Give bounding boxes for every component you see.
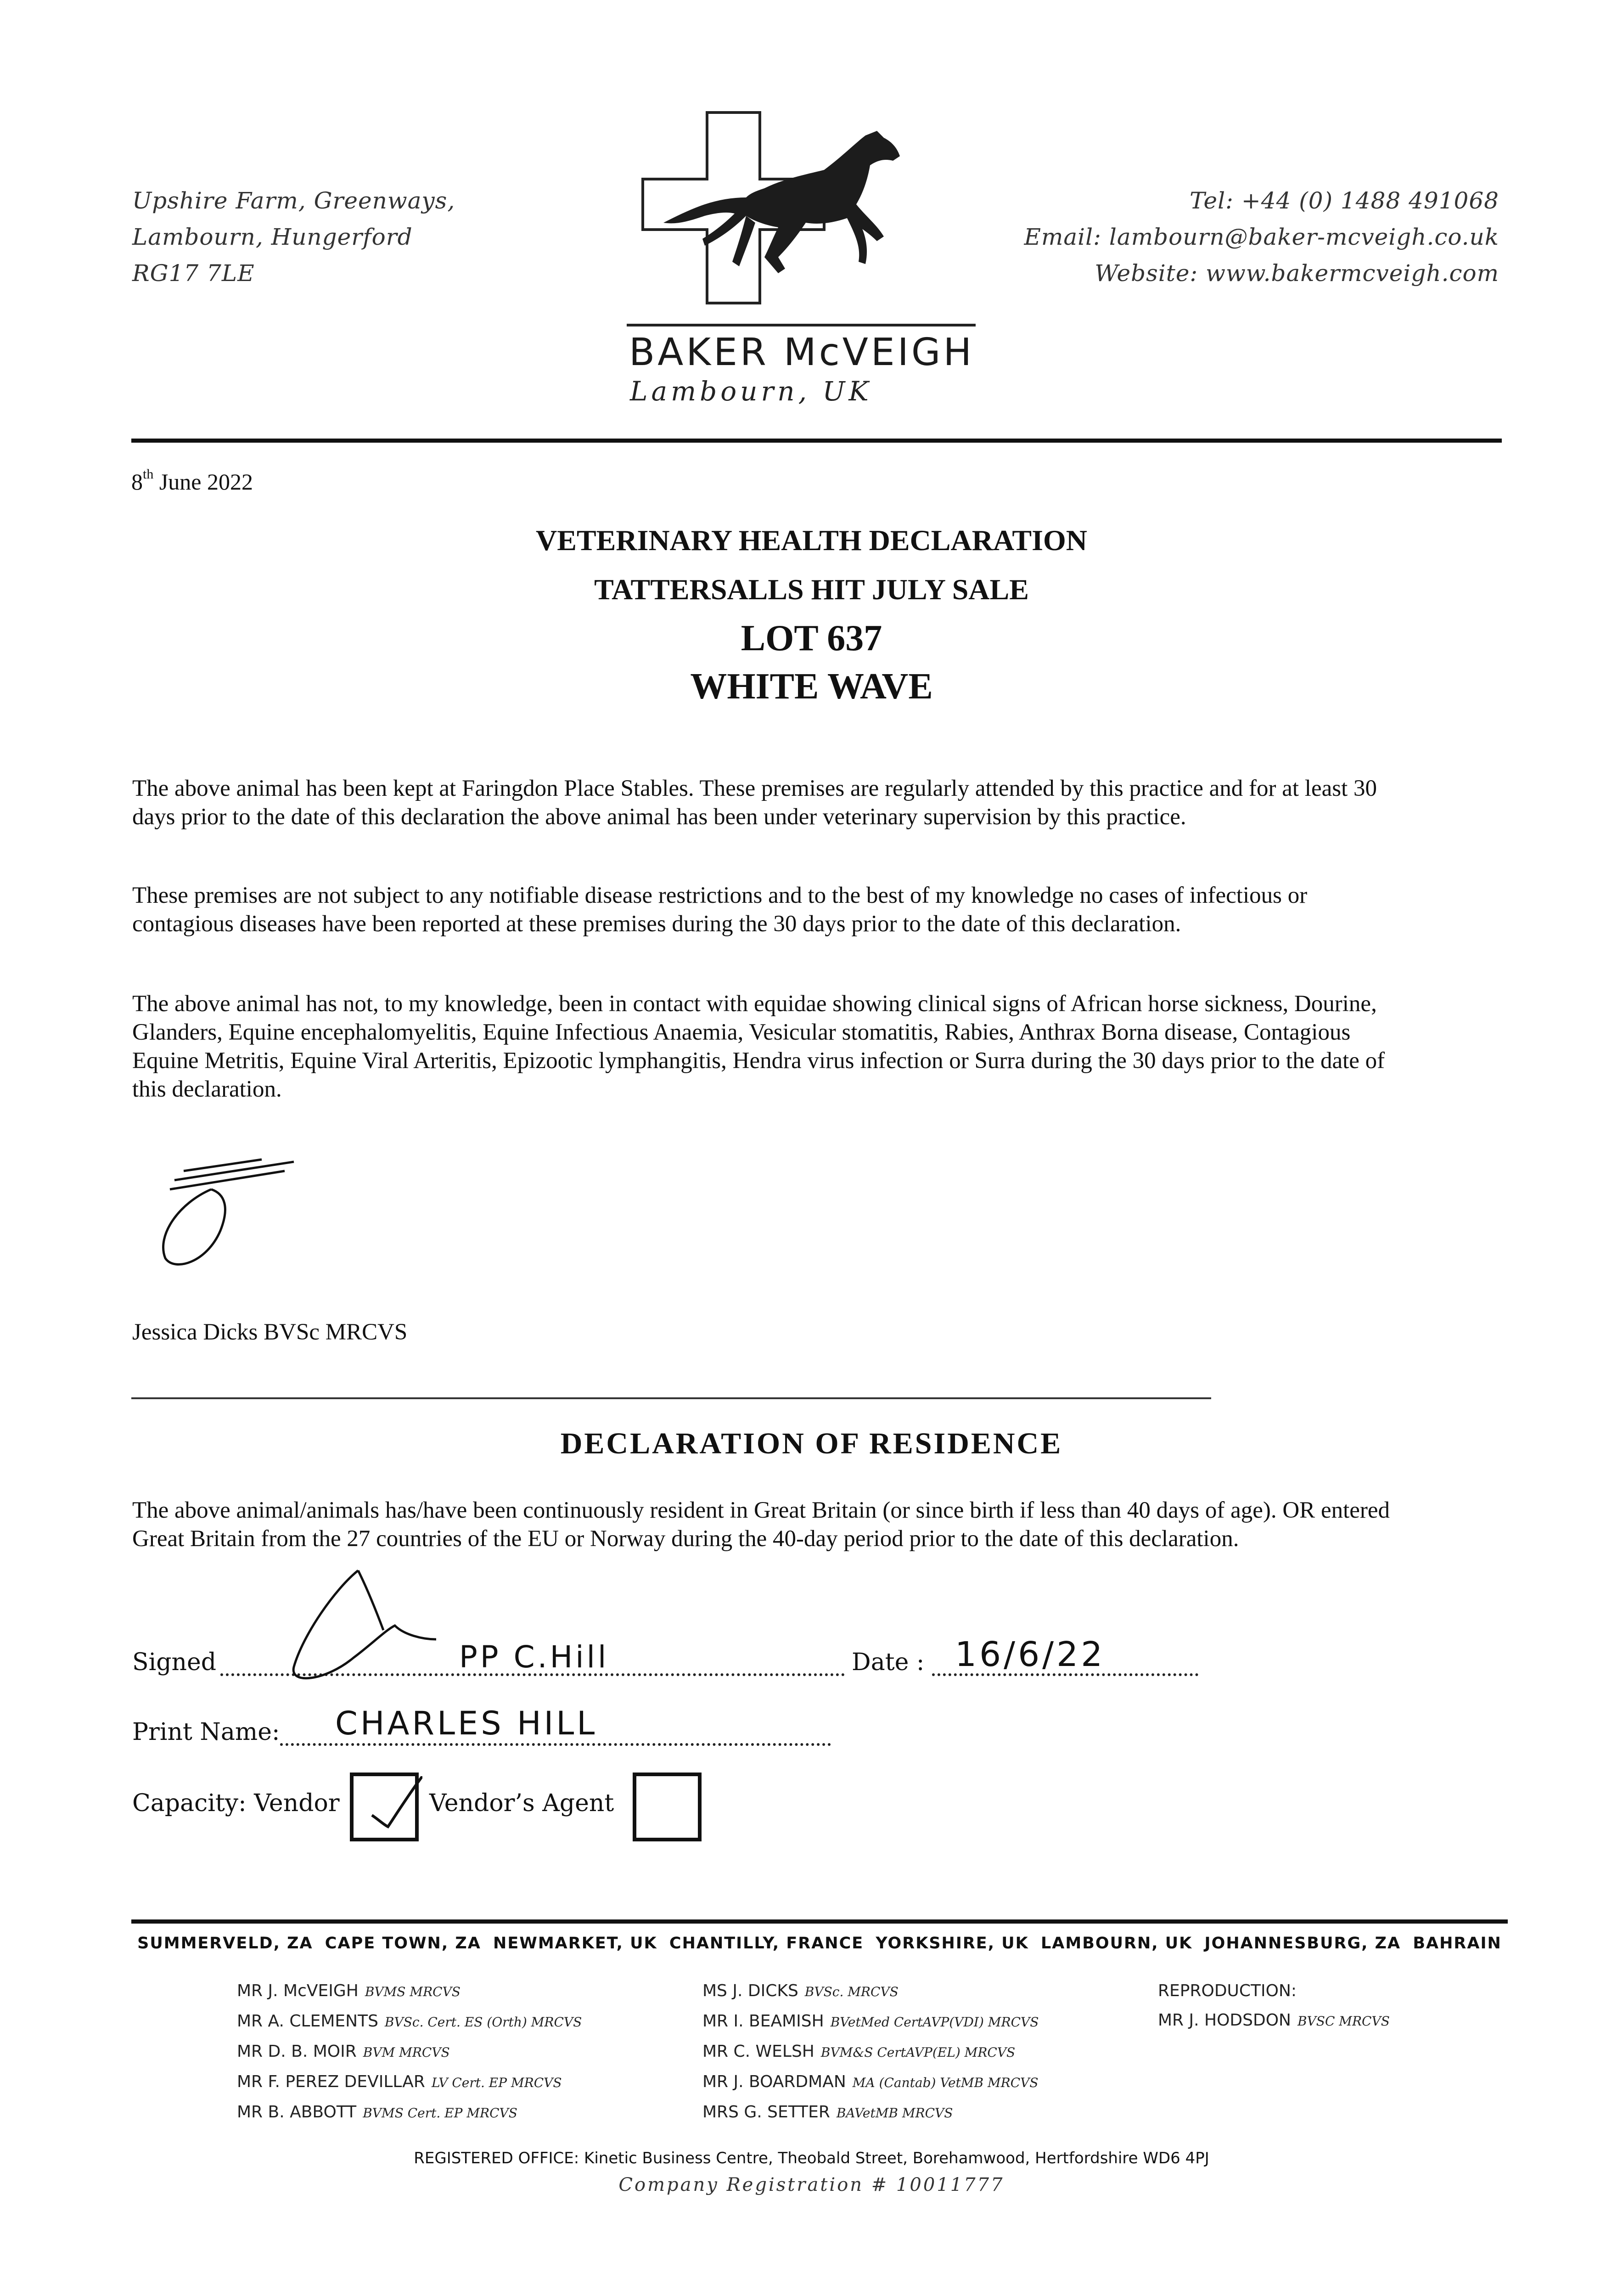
staff-entry	[702, 2067, 1039, 2098]
declaration-title: VETERINARY HEALTH DECLARATION	[536, 524, 1087, 557]
contact-website: Website: www.bakermcveigh.com	[1095, 260, 1499, 287]
staff-entry	[702, 2037, 1039, 2067]
staff-name: MR I. BEAMISH	[702, 2012, 824, 2031]
section-divider	[131, 1397, 1211, 1399]
staff-qualification: BVMS Cert. EP MRCVS	[363, 2105, 517, 2121]
cross-horse-logo-icon	[627, 110, 976, 331]
staff-entry	[1158, 2006, 1390, 2036]
staff-entry	[237, 2098, 582, 2128]
paragraph-supervision: The above animal has been kept at Faringdon Place Stables. These premises are regularly attended by this practice and for at least 30 days prior to the date of this declaration the above animal has been under veterinary supervision by this practice.	[132, 776, 1377, 830]
staff-entry	[237, 2037, 582, 2067]
agent-checkbox[interactable]	[633, 1773, 702, 1841]
staff-entry	[237, 1976, 582, 2007]
contact-tel: Tel: +44 (0) 1488 491068	[1190, 187, 1499, 214]
registered-office: REGISTERED OFFICE: Kinetic Business Centre, Theobald Street, Borehamwood, Hertfordshire WD6 4PJ	[414, 2149, 1209, 2167]
capacity-vendor-label: Capacity: Vendor	[132, 1790, 340, 1817]
print-name-label: Print Name:	[132, 1718, 280, 1746]
office-item: JOHANNESBURG, ZA	[1204, 1934, 1401, 1953]
staff-entry	[237, 2007, 582, 2037]
staff-entry	[1158, 1976, 1390, 2006]
staff-column-2	[702, 1976, 1039, 2128]
staff-qualification: BVMS MRCVS	[365, 1984, 461, 1999]
staff-name: MR B. ABBOTT	[237, 2103, 357, 2122]
staff-entry	[702, 1976, 1039, 2007]
horse-name: WHITE WAVE	[690, 666, 933, 707]
brand-name: BAKER McVEIGH	[629, 331, 975, 374]
staff-column-1	[237, 1976, 582, 2128]
office-locations	[131, 1934, 1508, 1953]
contact-email: Email: lambourn@baker-mcveigh.co.uk	[1024, 224, 1499, 250]
date-day: 8	[131, 469, 143, 495]
staff-qualification: BVM MRCVS	[363, 2045, 450, 2060]
address-line: Upshire Farm, Greenways,	[132, 187, 455, 214]
lot-number: LOT 637	[741, 618, 882, 658]
vendor-checkbox[interactable]	[350, 1773, 419, 1841]
office-item: NEWMARKET, UK	[493, 1934, 657, 1953]
office-item: SUMMERVELD, ZA	[137, 1934, 313, 1953]
date-value: 16/6/22	[955, 1635, 1106, 1674]
paragraph-diseases: The above animal has not, to my knowledge, been in contact with equidae showing clinical signs of African horse sickness, Dourine, Glanders, Equine encephalomyelitis, Equine Infectious Anaemia, Vesicular stomatitis, Rabies, Anthrax Borna disease, Contagious Equine Metritis, Equine Viral Arteritis, Epizootic lymphangitis, Hendra virus infection or Surra during the 30 days prior to the date of this declaration.	[132, 991, 1385, 1102]
company-registration: Company Registration # 10011777	[618, 2174, 1005, 2195]
staff-qualification: BVSC MRCVS	[1297, 2014, 1390, 2029]
staff-qualification: BVSc. MRCVS	[804, 1984, 899, 1999]
practice-contact	[948, 183, 1499, 292]
address-line: Lambourn, Hungerford	[132, 224, 413, 250]
brand-location: Lambourn, UK	[630, 376, 872, 407]
office-item: CHANTILLY, FRANCE	[669, 1934, 864, 1953]
office-item: LAMBOURN, UK	[1040, 1934, 1193, 1953]
office-item: YORKSHIRE, UK	[876, 1934, 1029, 1953]
vendor-signature	[285, 1561, 441, 1690]
staff-name: MR J. HODSDON	[1158, 2011, 1291, 2030]
staff-qualification: BVetMed CertAVP(VDI) MRCVS	[830, 2015, 1039, 2030]
header-divider	[131, 439, 1502, 443]
checkmark-icon	[354, 1776, 422, 1845]
staff-name: MR C. WELSH	[702, 2042, 814, 2061]
office-item: BAHRAIN	[1413, 1934, 1502, 1953]
practice-address	[132, 183, 545, 292]
staff-name: MR F. PEREZ DEVILLAR	[237, 2072, 425, 2091]
paragraph-restrictions: These premises are not subject to any notifiable disease restrictions and to the best of my knowledge no cases of infectious or contagious diseases have been reported at these premises during the 30 days prior to the date of this declaration.	[132, 883, 1308, 937]
date-suffix: th	[143, 467, 154, 482]
signed-value: PP C.Hill	[459, 1639, 609, 1675]
sale-title: TATTERSALLS HIT JULY SALE	[594, 573, 1029, 606]
staff-qualification: MA (Cantab) VetMB MRCVS	[852, 2075, 1039, 2090]
letter-date	[131, 468, 253, 495]
residence-title: DECLARATION OF RESIDENCE	[560, 1427, 1063, 1460]
vet-signatory-name: Jessica Dicks BVSc MRCVS	[132, 1319, 408, 1345]
staff-qualification: BAVetMB MRCVS	[836, 2105, 953, 2121]
staff-entry	[702, 2007, 1039, 2037]
vet-signature	[147, 1153, 303, 1272]
staff-name: MS J. DICKS	[702, 1981, 798, 2000]
staff-qualification: LV Cert. EP MRCVS	[431, 2075, 562, 2090]
office-item: CAPE TOWN, ZA	[325, 1934, 481, 1953]
staff-name: MRS G. SETTER	[702, 2103, 830, 2122]
date-label: Date :	[852, 1649, 925, 1676]
signed-label: Signed	[132, 1649, 217, 1676]
footer-divider	[131, 1919, 1508, 1924]
capacity-agent-label: Vendor’s Agent	[429, 1790, 614, 1817]
staff-name: MR J. BOARDMAN	[702, 2072, 846, 2091]
staff-entry	[702, 2098, 1039, 2128]
staff-qualification: BVM&S CertAVP(EL) MRCVS	[820, 2045, 1016, 2060]
print-name-value: CHARLES HILL	[335, 1705, 598, 1742]
residence-text: The above animal/animals has/have been continuously resident in Great Britain (or since birth if less than 40 days of age). OR entered Great Britain from the 27 countries of the EU or Norway during the 40-day period prior to the date of this declaration.	[132, 1497, 1390, 1552]
staff-heading: REPRODUCTION:	[1158, 1981, 1297, 2000]
staff-name: MR J. McVEIGH	[237, 1981, 359, 2000]
staff-name: MR A. CLEMENTS	[237, 2012, 378, 2031]
staff-column-3	[1158, 1976, 1390, 2036]
staff-qualification: BVSc. Cert. ES (Orth) MRCVS	[384, 2015, 582, 2030]
staff-name: MR D. B. MOIR	[237, 2042, 357, 2061]
date-rest: June 2022	[153, 469, 253, 495]
staff-entry	[237, 2067, 582, 2098]
address-line: RG17 7LE	[132, 260, 255, 287]
